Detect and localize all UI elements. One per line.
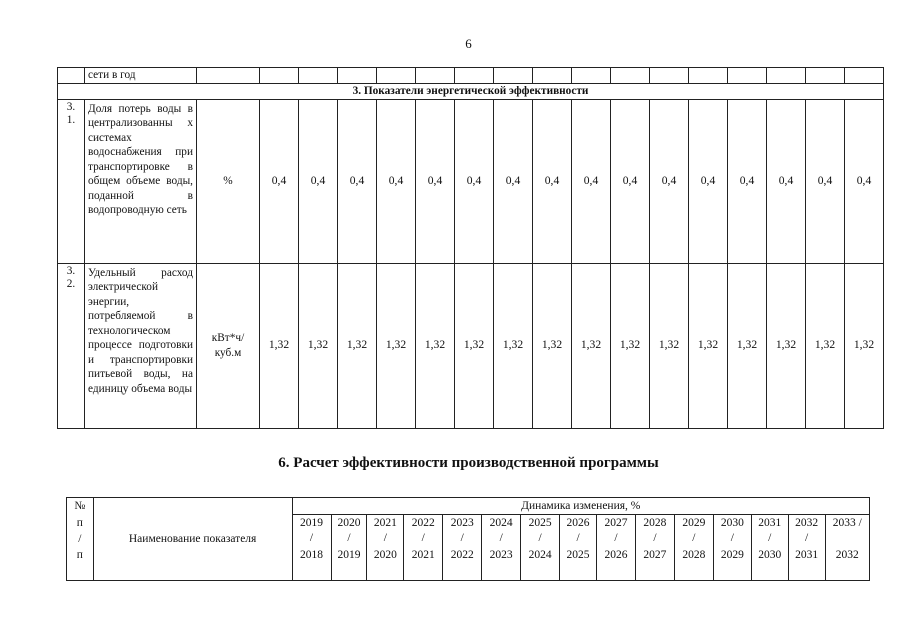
value-cell: 0,4 (806, 99, 845, 263)
year-period-cell (635, 515, 674, 581)
production-program-table (66, 497, 870, 581)
year-separator: / (730, 532, 734, 544)
value-cell: 1,32 (377, 263, 416, 428)
value-cell: 0,4 (728, 99, 767, 263)
year-current: 2021 (373, 517, 397, 529)
empty-cell (845, 68, 884, 84)
value-cell: 1,32 (689, 263, 728, 428)
year-separator: / (576, 532, 580, 544)
year-separator: / (347, 532, 351, 544)
value-cell: 1,32 (767, 263, 806, 428)
year-previous: 2026 (604, 549, 628, 561)
year-previous: 2025 (566, 549, 590, 561)
year-period-cell (788, 515, 825, 581)
value-cell: 0,4 (611, 99, 650, 263)
year-previous: 2021 (411, 549, 435, 561)
value-cell: 0,4 (377, 99, 416, 263)
year-period-cell (713, 515, 751, 581)
year-current: 2030 (720, 517, 744, 529)
year-previous: 2023 (489, 549, 513, 561)
year-current: 2031 (758, 517, 782, 529)
energy-efficiency-table (57, 67, 884, 429)
year-previous: 2029 (720, 549, 744, 561)
year-current: 2025 (528, 517, 552, 529)
empty-cell (533, 68, 572, 84)
row-number-header-char: п (76, 549, 83, 561)
row-number-header-char: п (76, 517, 83, 529)
year-period-cell (751, 515, 788, 581)
year-previous: 2032 (835, 549, 859, 561)
empty-cell (299, 68, 338, 84)
value-cell: 1,32 (611, 263, 650, 428)
unit-cell: % (197, 99, 260, 263)
empty-cell (416, 68, 455, 84)
year-previous: 2024 (528, 549, 552, 561)
row-number-header-char: № (74, 500, 86, 512)
year-separator: / (653, 532, 657, 544)
value-cell: 1,32 (455, 263, 494, 428)
year-current: 2024 (489, 517, 513, 529)
dynamics-header: Динамика изменения, % (292, 498, 869, 515)
year-separator: / (805, 532, 809, 544)
year-period-cell (367, 515, 404, 581)
value-cell: 0,4 (533, 99, 572, 263)
indicator-name: Удельный расход электрической энергии, потребляемой в технологическом процессе подготовки и транспортировки питьевой воды, на единицу объема воды (85, 263, 197, 428)
value-cell: 0,4 (845, 99, 884, 263)
row-number-header (67, 498, 94, 581)
year-separator: / (309, 532, 314, 544)
value-cell: 1,32 (299, 263, 338, 428)
table-row (58, 68, 884, 84)
year-period-cell (560, 515, 597, 581)
empty-cell (728, 68, 767, 84)
year-period-cell (404, 515, 443, 581)
empty-cell (572, 68, 611, 84)
year-current: 2028 (643, 517, 667, 529)
continuation-row-name: сети в год (85, 68, 197, 84)
value-cell: 0,4 (260, 99, 299, 263)
table-row (58, 263, 884, 428)
year-separator: / (614, 532, 618, 544)
empty-cell (455, 68, 494, 84)
value-cell: 0,4 (494, 99, 533, 263)
year-previous: 2018 (300, 549, 324, 561)
empty-cell (611, 68, 650, 84)
value-cell: 0,4 (416, 99, 455, 263)
row-number-cell (58, 68, 85, 84)
value-cell: 0,4 (767, 99, 806, 263)
value-cell: 1,32 (338, 263, 377, 428)
value-cell: 0,4 (299, 99, 338, 263)
year-previous: 2030 (758, 549, 782, 561)
year-previous: 2019 (337, 549, 361, 561)
empty-cell (494, 68, 533, 84)
section-heading: 6. Расчет эффективности производственной программы (278, 455, 659, 471)
empty-cell (767, 68, 806, 84)
year-period-cell (597, 515, 636, 581)
value-cell: 0,4 (338, 99, 377, 263)
empty-cell (260, 68, 299, 84)
year-period-cell (331, 515, 367, 581)
year-period-cell (521, 515, 560, 581)
year-period-cell (292, 515, 331, 581)
year-previous: 2028 (682, 549, 706, 561)
year-period-cell (825, 515, 869, 581)
value-cell: 0,4 (455, 99, 494, 263)
indicator-name-header: Наименование показателя (93, 498, 292, 581)
value-cell: 0,4 (650, 99, 689, 263)
value-cell: 1,32 (845, 263, 884, 428)
value-cell: 1,32 (533, 263, 572, 428)
row-number: 3. 2. (58, 263, 85, 428)
empty-cell (197, 68, 260, 84)
value-cell: 1,32 (728, 263, 767, 428)
year-period-cell (443, 515, 482, 581)
row-number-header-char: / (78, 533, 82, 545)
value-cell: 1,32 (260, 263, 299, 428)
value-cell: 0,4 (572, 99, 611, 263)
year-current: 2032 (795, 517, 819, 529)
year-current: 2029 (682, 517, 706, 529)
value-cell: 1,32 (494, 263, 533, 428)
value-cell: 1,32 (416, 263, 455, 428)
page-number: 6 (465, 36, 472, 51)
year-current: 2033 / (832, 517, 862, 529)
year-separator: / (421, 532, 425, 544)
header-row (67, 498, 870, 515)
year-current: 2020 (337, 517, 361, 529)
indicator-name: Доля потерь воды в централизованны х системах водоснабжения при транспортировке в общем объеме воды, поданной в водопроводную сеть (85, 99, 197, 263)
empty-cell (338, 68, 377, 84)
year-current: 2019 (300, 517, 324, 529)
year-previous: 2022 (450, 549, 474, 561)
empty-cell (806, 68, 845, 84)
year-separator: / (538, 532, 542, 544)
value-cell: 1,32 (650, 263, 689, 428)
value-cell: 0,4 (689, 99, 728, 263)
year-current: 2027 (604, 517, 628, 529)
year-period-cell (674, 515, 713, 581)
year-previous: 2020 (373, 549, 397, 561)
year-period-cell (482, 515, 521, 581)
year-separator: / (499, 532, 503, 544)
year-current: 2022 (411, 517, 435, 529)
row-number: 3. 1. (58, 99, 85, 263)
section-title: 3. Показатели энергетической эффективности (58, 83, 884, 99)
year-current: 2026 (566, 517, 590, 529)
year-current: 2023 (450, 517, 474, 529)
value-cell: 1,32 (572, 263, 611, 428)
year-separator: / (692, 532, 696, 544)
value-cell: 1,32 (806, 263, 845, 428)
section-row (58, 83, 884, 99)
year-separator-blank (826, 531, 869, 546)
year-separator: / (383, 532, 387, 544)
table-row (58, 99, 884, 263)
empty-cell (377, 68, 416, 84)
year-separator: / (460, 532, 464, 544)
unit-cell: кВт*ч/ куб.м (197, 263, 260, 428)
year-previous: 2027 (643, 549, 667, 561)
year-previous: 2031 (795, 549, 819, 561)
year-separator: / (768, 532, 772, 544)
empty-cell (689, 68, 728, 84)
empty-cell (650, 68, 689, 84)
